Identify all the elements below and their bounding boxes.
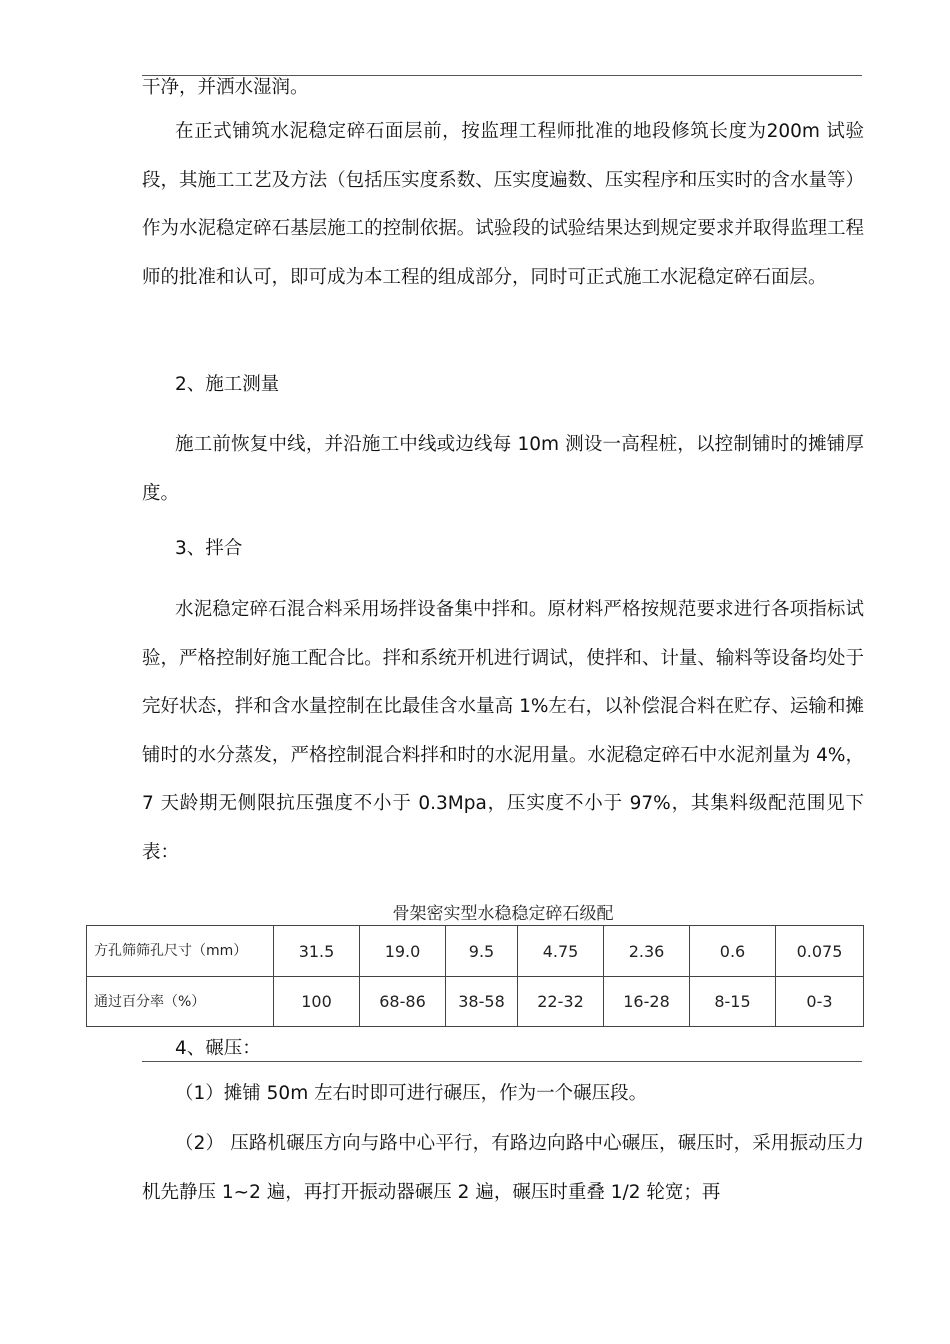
table-cell: 0.075 <box>776 926 864 977</box>
table-cell: 8-15 <box>690 977 776 1027</box>
paragraph-trial-section: 在正式铺筑水泥稳定碎石面层前，按监理工程师批准的地段修筑长度为200m 试验段，其施工工艺及方法（包括压实度系数、压实度遍数、压实程序和压实时的含水量等）作为水泥稳定碎石基层施工的控制依据。试验段的试验结果达到规定要求并取得监理工程师的批准和认可，即可成为本工程的组成部分，同时可正式施工水泥稳定碎石面层。 <box>142 121 864 288</box>
table-header-passing-percent: 通过百分率（%） <box>87 977 274 1027</box>
table-cell: 0-3 <box>776 977 864 1027</box>
table-cell: 68-86 <box>360 977 446 1027</box>
table-header-sieve-size: 方孔筛筛孔尺寸（mm） <box>87 926 274 977</box>
table-cell: 19.0 <box>360 926 446 977</box>
table-cell: 4.75 <box>518 926 604 977</box>
table-row-passing-percent <box>87 977 864 1027</box>
heading-compaction: 4、碾压： <box>175 1038 261 1059</box>
table-cell: 31.5 <box>274 926 360 977</box>
gradation-table <box>86 925 864 1027</box>
table-cell: 9.5 <box>446 926 518 977</box>
table-cell: 16-28 <box>604 977 690 1027</box>
table-row-sieve-size <box>87 926 864 977</box>
paragraph-mixing: 水泥稳定碎石混合料采用场拌设备集中拌和。原材料严格按规范要求进行各项指标试验，严格控制好施工配合比。拌和系统开机进行调试，使拌和、计量、输料等设备均处于完好状态，拌和含水量控制在比最佳含水量高 1%左右，以补偿混合料在贮存、运输和摊铺时的水分蒸发，严格控制混合料拌和时的水泥用量。水泥稳定碎石中水泥剂量为 4%， 7 天龄期无侧限抗压强度不小于 0.3Mpa，压实度不小于 97%，其集料级配范围见下表： <box>142 599 864 863</box>
table-title: 骨架密实型水稳稳定碎石级配 <box>392 904 614 924</box>
table-cell: 0.6 <box>690 926 776 977</box>
heading-survey: 2、施工测量 <box>175 374 280 395</box>
table-cell: 38-58 <box>446 977 518 1027</box>
compaction-rule <box>142 1061 862 1062</box>
table-cell: 22-32 <box>518 977 604 1027</box>
heading-mixing: 3、拌合 <box>175 538 243 559</box>
paragraph-survey: 施工前恢复中线，并沿施工中线或边线每 10m 测设一高程桩，以控制铺时的摊铺厚度。 <box>142 434 864 504</box>
paragraph-compaction-1: （1）摊铺 50m 左右时即可进行碾压，作为一个碾压段。 <box>175 1083 648 1104</box>
table-cell: 2.36 <box>604 926 690 977</box>
paragraph-continuation: 干净，并洒水湿润。 <box>142 77 309 98</box>
paragraph-compaction-2: （2） 压路机碾压方向与路中心平行，有路边向路中心碾压，碾压时，采用振动压力机先静压 1~2 遍，再打开振动器碾压 2 遍，碾压时重叠 1/2 轮宽；再 <box>142 1133 864 1203</box>
table-cell: 100 <box>274 977 360 1027</box>
